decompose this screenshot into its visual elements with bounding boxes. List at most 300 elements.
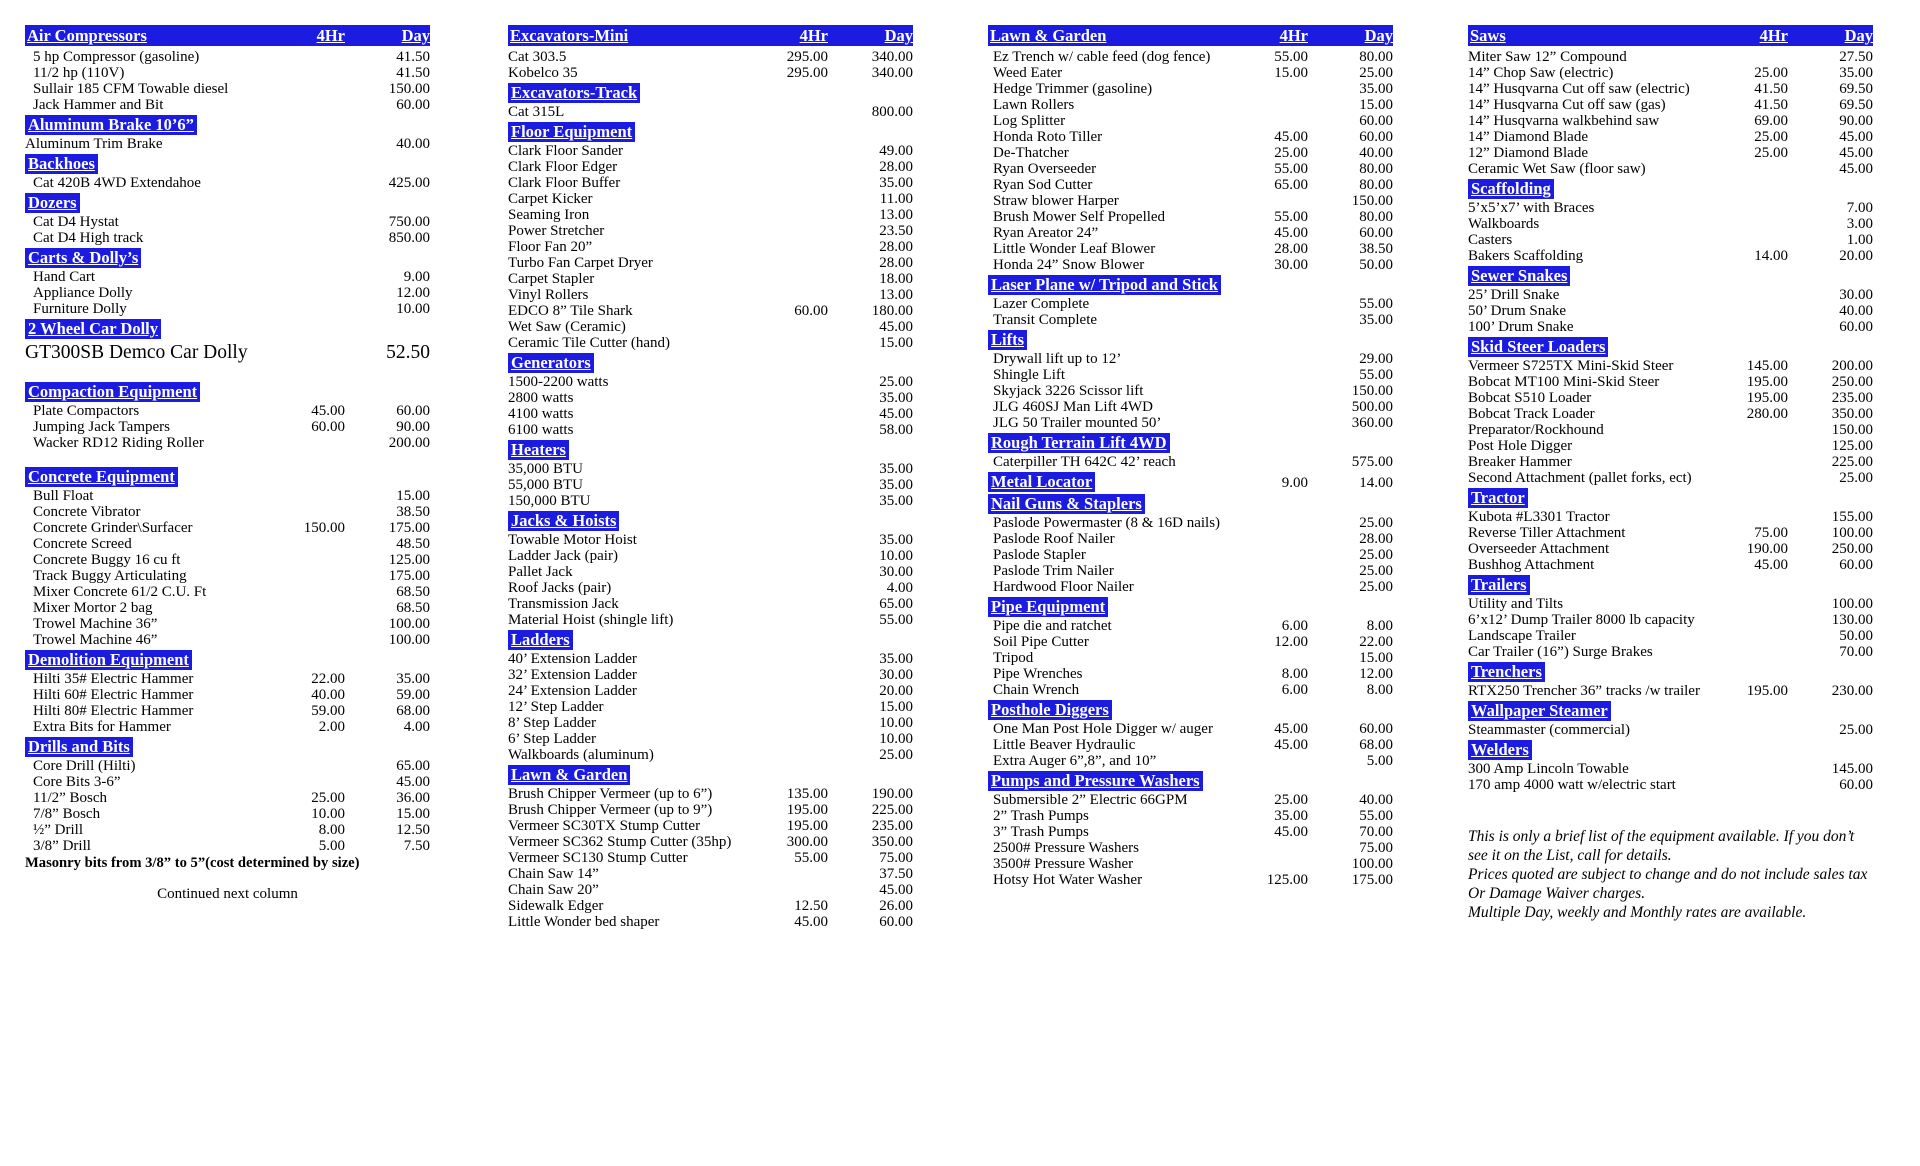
price-row — [508, 699, 913, 715]
item-name: Lazer Complete — [993, 296, 1090, 312]
price-row — [508, 882, 913, 898]
section-header-row — [25, 115, 430, 135]
item-4hr-price: 55.00 — [1274, 161, 1308, 177]
item-4hr-price: 55.00 — [1274, 209, 1308, 225]
price-row — [508, 303, 913, 319]
item-name: Walkboards (aluminum) — [508, 747, 654, 763]
section-header-row — [25, 154, 430, 174]
item-day-price: 125.00 — [388, 552, 430, 568]
section-title: Concrete Equipment — [25, 467, 178, 487]
item-day-price: 41.50 — [396, 49, 430, 65]
column-3 — [988, 25, 1393, 888]
item-name: Jack Hammer and Bit — [33, 97, 164, 113]
item-day-price: 45.00 — [879, 319, 913, 335]
item-name: Vermeer SC362 Stump Cutter (35hp) — [508, 834, 732, 850]
section-header-bar — [25, 25, 430, 46]
item-day-price: 40.00 — [396, 136, 430, 152]
price-row — [25, 616, 430, 632]
price-row — [988, 753, 1393, 769]
price-row — [988, 454, 1393, 470]
section-header-bar — [508, 25, 913, 46]
item-day-price: 60.00 — [1359, 225, 1393, 241]
price-row — [508, 159, 913, 175]
item-name: ½” Drill — [33, 822, 83, 838]
item-name: Cat 303.5 — [508, 49, 567, 65]
item-4hr-price: 15.00 — [1274, 65, 1308, 81]
item-day-price: 28.00 — [879, 159, 913, 175]
item-name: Drywall lift up to 12’ — [993, 351, 1122, 367]
price-row — [508, 335, 913, 351]
item-day-price: 50.00 — [1359, 257, 1393, 273]
item-name: Bakers Scaffolding — [1468, 248, 1584, 264]
item-name: Honda Roto Tiller — [993, 129, 1103, 145]
price-row — [25, 488, 430, 504]
item-name: Mixer Mortor 2 bag — [33, 600, 153, 616]
section-header-row — [1468, 575, 1873, 595]
item-name: Cat D4 High track — [33, 230, 144, 246]
item-day-price: 100.00 — [388, 616, 430, 632]
item-day-price: 26.00 — [879, 898, 913, 914]
item-day-price: 68.50 — [396, 600, 430, 616]
item-name: Reverse Tiller Attachment — [1468, 525, 1626, 541]
item-4hr-price: 295.00 — [786, 49, 828, 65]
item-4hr-price: 9.00 — [1281, 475, 1308, 491]
section-title: Lawn & Garden — [990, 26, 1107, 45]
price-row — [1468, 81, 1873, 97]
item-name: Trowel Machine 46” — [33, 632, 158, 648]
item-4hr-price: 60.00 — [311, 419, 345, 435]
section-title: Metal Locator — [988, 472, 1095, 492]
section-title: Ladders — [508, 630, 573, 650]
item-4hr-price: 12.50 — [794, 898, 828, 914]
price-row — [988, 856, 1393, 872]
item-name: De-Thatcher — [993, 145, 1069, 161]
item-name: Shingle Lift — [993, 367, 1066, 383]
price-row — [25, 671, 430, 687]
price-row — [988, 193, 1393, 209]
item-day-price: 45.00 — [1839, 129, 1873, 145]
item-day-price: 100.00 — [1831, 525, 1873, 541]
price-row — [1468, 374, 1873, 390]
section-header-row — [988, 275, 1393, 295]
price-row — [988, 49, 1393, 65]
item-day-price: 90.00 — [396, 419, 430, 435]
item-4hr-price: 135.00 — [786, 786, 828, 802]
item-name: Concrete Buggy 16 cu ft — [33, 552, 181, 568]
item-name: Paslode Stapler — [993, 547, 1086, 563]
item-4hr-price: 6.00 — [1281, 618, 1308, 634]
item-day-price: 10.00 — [396, 301, 430, 317]
section-header-row — [1468, 701, 1873, 721]
item-day-price: 60.00 — [1359, 129, 1393, 145]
section-header-row — [1468, 740, 1873, 760]
section-title: Demolition Equipment — [25, 650, 192, 670]
section-header-row — [25, 467, 430, 487]
item-day-price: 36.00 — [396, 790, 430, 806]
price-row — [25, 719, 430, 735]
item-4hr-price: 125.00 — [1266, 872, 1308, 888]
item-name: Concrete Screed — [33, 536, 132, 552]
item-4hr-price: 75.00 — [1754, 525, 1788, 541]
item-4hr-price: 25.00 — [1274, 792, 1308, 808]
price-row — [508, 747, 913, 763]
item-day-price: 15.00 — [1359, 650, 1393, 666]
section-header-row — [508, 630, 913, 650]
section-title: Sewer Snakes — [1468, 266, 1570, 286]
item-day-price: 10.00 — [879, 731, 913, 747]
item-name: Weed Eater — [993, 65, 1063, 81]
price-row — [1468, 761, 1873, 777]
section-header-row — [25, 650, 430, 670]
item-name: Ceramic Wet Saw (floor saw) — [1468, 161, 1646, 177]
item-day-price: 40.00 — [1359, 792, 1393, 808]
section-title: Wallpaper Steamer — [1468, 701, 1611, 721]
price-row — [988, 177, 1393, 193]
item-day-price: 59.00 — [396, 687, 430, 703]
item-name: Ryan Overseeder — [993, 161, 1097, 177]
price-row — [25, 703, 430, 719]
item-name: Floor Fan 20” — [508, 239, 593, 255]
item-name: Towable Motor Hoist — [508, 532, 637, 548]
item-day-price: 125.00 — [1831, 438, 1873, 454]
section-title: Lifts — [988, 330, 1027, 350]
item-day-price: 180.00 — [871, 303, 913, 319]
item-day-price: 175.00 — [1351, 872, 1393, 888]
item-4hr-price: 45.00 — [794, 914, 828, 930]
item-4hr-price: 10.00 — [311, 806, 345, 822]
item-4hr-price: 45.00 — [1754, 557, 1788, 573]
price-row — [508, 287, 913, 303]
item-4hr-price: 30.00 — [1274, 257, 1308, 273]
column-header-day: Day — [884, 26, 913, 45]
item-name: Steammaster (commercial) — [1468, 722, 1631, 738]
section-header-row — [508, 353, 913, 373]
section-title: Heaters — [508, 440, 569, 460]
price-row — [508, 683, 913, 699]
item-day-price: 13.00 — [879, 287, 913, 303]
item-day-price: 50.00 — [1839, 628, 1873, 644]
price-row — [25, 536, 430, 552]
price-row — [25, 600, 430, 616]
price-row — [508, 65, 913, 81]
item-name: 12” Diamond Blade — [1468, 145, 1588, 161]
item-day-price: 175.00 — [388, 520, 430, 536]
item-day-price: 225.00 — [1831, 454, 1873, 470]
price-row — [1468, 303, 1873, 319]
section-header-row — [988, 700, 1393, 720]
item-4hr-price: 55.00 — [1274, 49, 1308, 65]
item-day-price: 25.00 — [1359, 563, 1393, 579]
item-name: Extra Auger 6”,8”, and 10” — [993, 753, 1157, 769]
price-row — [508, 191, 913, 207]
price-row — [25, 790, 430, 806]
item-day-price: 68.50 — [396, 584, 430, 600]
item-name: 300 Amp Lincoln Towable — [1468, 761, 1629, 777]
item-day-price: 75.00 — [879, 850, 913, 866]
price-row — [1468, 438, 1873, 454]
price-row — [25, 806, 430, 822]
item-name: Bobcat S510 Loader — [1468, 390, 1592, 406]
item-name: Casters — [1468, 232, 1513, 248]
item-name: Pipe Wrenches — [993, 666, 1083, 682]
price-row — [988, 563, 1393, 579]
item-name: 32’ Extension Ladder — [508, 667, 637, 683]
item-name: 12’ Step Ladder — [508, 699, 604, 715]
item-4hr-price: 45.00 — [1274, 721, 1308, 737]
disclaimer-line: Or Damage Waiver charges. — [1468, 885, 1646, 902]
item-day-price: 150.00 — [388, 81, 430, 97]
item-4hr-price: 25.00 — [1754, 129, 1788, 145]
item-4hr-price: 22.00 — [311, 671, 345, 687]
section-header-row — [988, 771, 1393, 791]
item-day-price: 500.00 — [1351, 399, 1393, 415]
column-header-4hr: 4Hr — [316, 26, 345, 45]
item-name: Hand Cart — [33, 269, 96, 285]
item-day-price: 35.00 — [1359, 312, 1393, 328]
section-title: Nail Guns & Staplers — [988, 494, 1145, 514]
section-title: Skid Steer Loaders — [1468, 337, 1608, 357]
item-day-price: 100.00 — [388, 632, 430, 648]
price-row — [25, 285, 430, 301]
price-row — [1468, 65, 1873, 81]
item-4hr-price: 195.00 — [1746, 374, 1788, 390]
section-title: Lawn & Garden — [508, 765, 630, 785]
price-row — [508, 715, 913, 731]
price-row — [508, 802, 913, 818]
item-day-price: 230.00 — [1831, 683, 1873, 699]
price-row — [988, 634, 1393, 650]
item-day-price: 200.00 — [1831, 358, 1873, 374]
item-4hr-price: 35.00 — [1274, 808, 1308, 824]
item-day-price: 30.00 — [879, 564, 913, 580]
item-day-price: 8.00 — [1366, 618, 1393, 634]
item-name: Cat D4 Hystat — [33, 214, 119, 230]
price-row — [508, 834, 913, 850]
item-name: Vinyl Rollers — [508, 287, 589, 303]
item-day-price: 11.00 — [879, 191, 913, 207]
item-day-price: 45.00 — [1839, 161, 1873, 177]
item-day-price: 175.00 — [388, 568, 430, 584]
price-row — [1468, 287, 1873, 303]
price-row — [988, 113, 1393, 129]
item-day-price: 15.00 — [396, 488, 430, 504]
price-row — [508, 319, 913, 335]
price-row — [508, 596, 913, 612]
item-name: Skyjack 3226 Scissor lift — [993, 383, 1144, 399]
item-day-price: 25.00 — [1359, 515, 1393, 531]
disclaimer-line: Prices quoted are subject to change and do not include sales tax — [1468, 866, 1868, 883]
price-row — [508, 207, 913, 223]
item-name: Vermeer S725TX Mini-Skid Steer — [1468, 358, 1674, 374]
price-row — [25, 81, 430, 97]
item-day-price: 15.00 — [1359, 97, 1393, 113]
item-day-price: 65.00 — [879, 596, 913, 612]
price-row — [988, 824, 1393, 840]
price-row — [988, 367, 1393, 383]
item-day-price: 150.00 — [1831, 422, 1873, 438]
item-day-price: 25.00 — [1839, 722, 1873, 738]
price-row — [1468, 683, 1873, 699]
section-title: Backhoes — [25, 154, 98, 174]
item-day-price: 235.00 — [871, 818, 913, 834]
item-day-price: 40.00 — [1839, 303, 1873, 319]
item-name: Vermeer SC130 Stump Cutter — [508, 850, 688, 866]
item-name: Hilti 60# Electric Hammer — [33, 687, 194, 703]
item-day-price: 250.00 — [1831, 374, 1873, 390]
item-day-price: 1.00 — [1846, 232, 1873, 248]
price-row — [25, 214, 430, 230]
item-name: 5 hp Compressor (gasoline) — [33, 49, 200, 65]
item-name: Kubota #L3301 Tractor — [1468, 509, 1610, 525]
note-row — [25, 854, 430, 872]
price-row — [508, 564, 913, 580]
item-name: Hilti 80# Electric Hammer — [33, 703, 194, 719]
price-row — [25, 632, 430, 648]
price-row — [1468, 161, 1873, 177]
item-day-price: 14.00 — [1359, 475, 1393, 491]
price-row — [508, 271, 913, 287]
item-name: Caterpiller TH 642C 42’ reach — [993, 454, 1176, 470]
section-header-bar — [1468, 25, 1873, 46]
price-row — [1468, 406, 1873, 422]
price-row — [1468, 129, 1873, 145]
price-row — [988, 515, 1393, 531]
item-day-price: 38.50 — [1359, 241, 1393, 257]
price-row — [508, 914, 913, 930]
item-day-price: 68.00 — [1359, 737, 1393, 753]
item-4hr-price: 28.00 — [1274, 241, 1308, 257]
section-header-row — [508, 122, 913, 142]
item-name: Clark Floor Buffer — [508, 175, 621, 191]
item-day-price: 12.00 — [396, 285, 430, 301]
item-4hr-price: 41.50 — [1754, 97, 1788, 113]
item-name: Brush Chipper Vermeer (up to 9”) — [508, 802, 713, 818]
item-name: Car Trailer (16”) Surge Brakes — [1468, 644, 1653, 660]
item-day-price: 35.00 — [879, 477, 913, 493]
section-title: Air Compressors — [27, 26, 147, 45]
price-row — [1468, 358, 1873, 374]
section-title: Pipe Equipment — [988, 597, 1108, 617]
item-name: Brush Chipper Vermeer (up to 6”) — [508, 786, 713, 802]
item-day-price: 27.50 — [1839, 49, 1873, 65]
price-row — [25, 504, 430, 520]
price-row — [988, 808, 1393, 824]
section-title: Aluminum Brake 10’6” — [25, 115, 197, 135]
item-name: 14” Husqvarna walkbehind saw — [1468, 113, 1660, 129]
item-name: Concrete Grinder\Surfacer — [33, 520, 193, 536]
item-day-price: 130.00 — [1831, 612, 1873, 628]
item-day-price: 45.00 — [1839, 145, 1873, 161]
item-name: 50’ Drum Snake — [1468, 303, 1567, 319]
item-name: Core Drill (Hilti) — [33, 758, 136, 774]
section-title: Excavators-Mini — [510, 26, 629, 45]
item-4hr-price: 145.00 — [1746, 358, 1788, 374]
section-title: Drills and Bits — [25, 737, 133, 757]
item-day-price: 360.00 — [1351, 415, 1393, 431]
blank-line — [25, 872, 430, 886]
item-day-price: 25.00 — [1359, 547, 1393, 563]
item-name: 24’ Extension Ladder — [508, 683, 637, 699]
item-day-price: 800.00 — [871, 104, 913, 120]
item-4hr-price: 195.00 — [1746, 683, 1788, 699]
price-row — [508, 477, 913, 493]
item-day-price: 41.50 — [396, 65, 430, 81]
price-row — [508, 143, 913, 159]
item-name: 150,000 BTU — [508, 493, 591, 509]
item-day-price: 150.00 — [1351, 383, 1393, 399]
price-row — [25, 136, 430, 152]
item-4hr-price: 12.00 — [1274, 634, 1308, 650]
item-4hr-price: 300.00 — [786, 834, 828, 850]
section-title: Floor Equipment — [508, 122, 635, 142]
item-name: Mixer Concrete 61/2 C.U. Ft — [33, 584, 207, 600]
price-row — [988, 97, 1393, 113]
section-header-bar — [988, 25, 1393, 46]
item-day-price: 49.00 — [879, 143, 913, 159]
price-row — [25, 520, 430, 536]
item-day-price: 52.50 — [386, 342, 430, 363]
item-name: Roof Jacks (pair) — [508, 580, 612, 596]
item-name: 5’x5’x7’ with Braces — [1468, 200, 1595, 216]
price-row — [988, 145, 1393, 161]
section-title: Generators — [508, 353, 594, 373]
item-day-price: 7.50 — [403, 838, 430, 854]
item-day-price: 30.00 — [879, 667, 913, 683]
item-name: Landscape Trailer — [1468, 628, 1576, 644]
item-day-price: 35.00 — [879, 461, 913, 477]
item-day-price: 60.00 — [1839, 777, 1873, 793]
section-title: Jacks & Hoists — [508, 511, 619, 531]
item-name: Appliance Dolly — [33, 285, 133, 301]
price-row — [988, 531, 1393, 547]
item-name: 3500# Pressure Washer — [993, 856, 1134, 872]
item-name: Sidewalk Edger — [508, 898, 604, 914]
item-name: Plate Compactors — [33, 403, 140, 419]
item-day-price: 38.50 — [396, 504, 430, 520]
item-name: 25’ Drill Snake — [1468, 287, 1560, 303]
item-day-price: 45.00 — [879, 882, 913, 898]
item-day-price: 55.00 — [1359, 367, 1393, 383]
item-day-price: 80.00 — [1359, 209, 1393, 225]
item-name: Turbo Fan Carpet Dryer — [508, 255, 653, 271]
section-title: 2 Wheel Car Dolly — [25, 319, 161, 339]
price-row — [988, 721, 1393, 737]
price-row — [1468, 722, 1873, 738]
price-row — [988, 257, 1393, 273]
item-name: Pallet Jack — [508, 564, 573, 580]
price-row — [988, 650, 1393, 666]
price-row — [25, 301, 430, 317]
disclaimer-line: This is only a brief list of the equipment available. If you don’t — [1468, 828, 1855, 845]
price-row — [25, 230, 430, 246]
price-row — [988, 399, 1393, 415]
price-row — [1468, 145, 1873, 161]
item-name: Core Bits 3-6” — [33, 774, 121, 790]
price-row — [988, 415, 1393, 431]
item-name: GT300SB Demco Car Dolly — [25, 342, 248, 363]
item-name: Bull Float — [33, 488, 94, 504]
item-day-price: 28.00 — [879, 239, 913, 255]
section-header-row — [1468, 266, 1873, 286]
price-row — [1468, 216, 1873, 232]
item-day-price: 48.50 — [396, 536, 430, 552]
column-2 — [508, 25, 913, 930]
item-4hr-price: 69.00 — [1754, 113, 1788, 129]
item-name: Little Wonder bed shaper — [508, 914, 660, 930]
item-4hr-price: 45.00 — [311, 403, 345, 419]
continued-note: Continued next column — [157, 886, 298, 902]
section-header-row — [25, 193, 430, 213]
